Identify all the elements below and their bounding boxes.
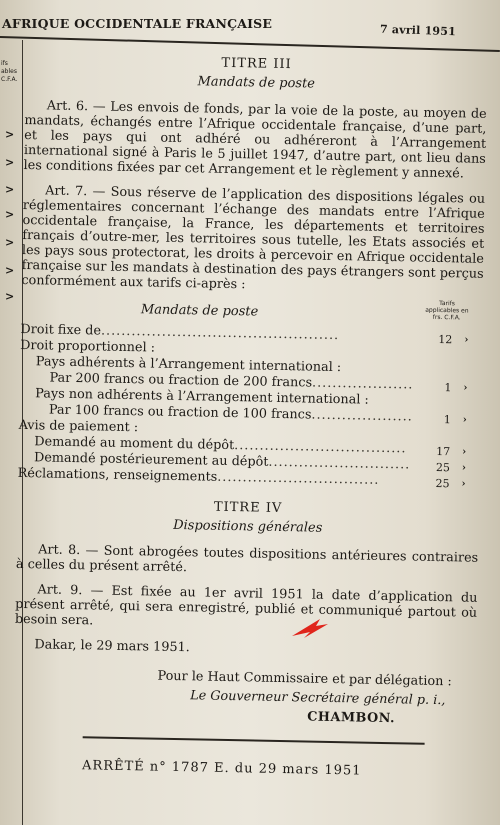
article-7: Art. 7. — Sous réserve de l’application des dispositions légales ou réglementaires concernant l’échange des mandats entre l’Afrique occidentale française, la France, les départements et territoires français d’outre-mer, les territoires sous tutelle, les Etats associés et les pays sous protectorat, les droits à percevoir en Afrique occidentale française sur les mandats à destination des pays étrangers sont perçus conformément aux tarifs ci-après : [21,183,486,293]
leader-dots: ............................ [268,454,411,473]
article-8: Art. 8. — Sont abrogées toutes dispositions antérieures contraires à celles du présent arrêté. [15,542,479,576]
tariff-value: 1 [443,413,451,427]
page-header [0,14,500,39]
tariff-table-title: Mandats de poste [140,302,259,320]
titre3-title: TITRE III [221,55,292,73]
tariff-table [18,322,483,491]
tariff-mark: › [462,446,467,458]
margin-heading-line: ables [1,68,17,75]
titre3-subtitle: Mandats de poste [197,74,316,92]
next-decree-heading: ARRÊTÉ n° 1787 E. du 29 mars 1951 [81,758,362,779]
tariff-unit-header: Tarifs applicables en frs. C.F.A. [425,299,469,322]
tariff-row-text: Demandé postérieurement au dépôt [33,450,269,470]
tariff-row-text: Par 100 francs ou fraction de 100 francs [48,402,312,423]
tariff-row-text: Avis de paiement : [18,417,139,436]
tariff-row-text: Pays adhérents à l’Arrangement international : [35,354,342,376]
margin-heading-line: ifs [1,60,8,67]
margin-mark: > [5,236,15,249]
margin-mark: > [5,290,15,303]
section-divider [83,736,425,745]
tariff-value: 25 [435,460,451,475]
document-body [12,42,488,781]
tariff-mark: › [464,334,469,346]
margin-mark: > [5,264,15,277]
tariff-row-label [18,418,138,435]
tariff-value: 25 [435,476,450,491]
margin-mark: > [5,208,15,221]
signature-title: Le Gouverneur Secrétaire général p. i., [189,688,446,709]
margin-heading [1,60,17,84]
tariff-value: 12 [438,332,453,347]
margin-mark: > [5,183,15,196]
tariff-value: 1 [444,381,452,395]
tariff-mark: › [463,382,468,394]
tariff-row-text: Droit fixe de [20,321,102,339]
tariff-mark: › [461,462,467,474]
leader-dots: ............................................... [100,323,340,344]
leader-dots: .................... [311,375,414,393]
red-arrow-annotation [290,616,330,640]
margin-mark: > [5,156,15,169]
leader-dots: ................................ [217,469,380,488]
tariff-row-text: Pays non adhérents à l’Arrangement international : [35,386,369,408]
margin-heading-line: C.F.A. [1,76,18,83]
tariff-value: 17 [436,444,451,459]
margin-mark: > [5,128,15,141]
titre4-title: TITRE IV [213,499,283,517]
tariff-row-text: Droit proportionnel : [20,337,156,356]
tariff-row-label [20,338,155,356]
issue-date: 7 avril 1951 [379,22,457,39]
tariff-row-text: Par 200 francs ou fraction de 200 francs [49,370,313,391]
titre4-subtitle: Dispositions générales [173,517,323,536]
leader-dots: .................... [311,407,413,425]
signature-name: CHAMBON. [307,709,396,727]
tariff-mark: › [461,478,466,490]
article-9: Art. 9. — Est fixée au 1er avril 1951 la date d’application du présent arrêté, qui sera enregistré, publié et communiqué partout où besoin sera. [14,582,478,629]
leader-dots: .................................. [234,438,407,457]
tariff-mark: › [462,414,467,426]
article-6: Art. 6. — Les envois de fonds, par la voie de la poste, au moyen de mandats, échangés entre l’Afrique occidentale française, d’une part, et les pays qui ont adhéré ou adhéreront à l’Arrangement international signé à Paris le 5 juillet 1947, d’autre part, ont lieu dans les conditions fixées par cet Arrangement et le règlement y annexé. [23,98,487,182]
signature-delegation: Pour le Haut Commissaire et par délégation : [157,668,452,690]
tariff-row-text: Réclamations, renseignements [17,465,218,485]
journal-title: AFRIQUE OCCIDENTALE FRANÇAISE [2,16,273,31]
tariff-row-text: Demandé au moment du dépôt [34,434,235,454]
signoff-place-date: Dakar, le 29 mars 1951. [34,637,190,656]
